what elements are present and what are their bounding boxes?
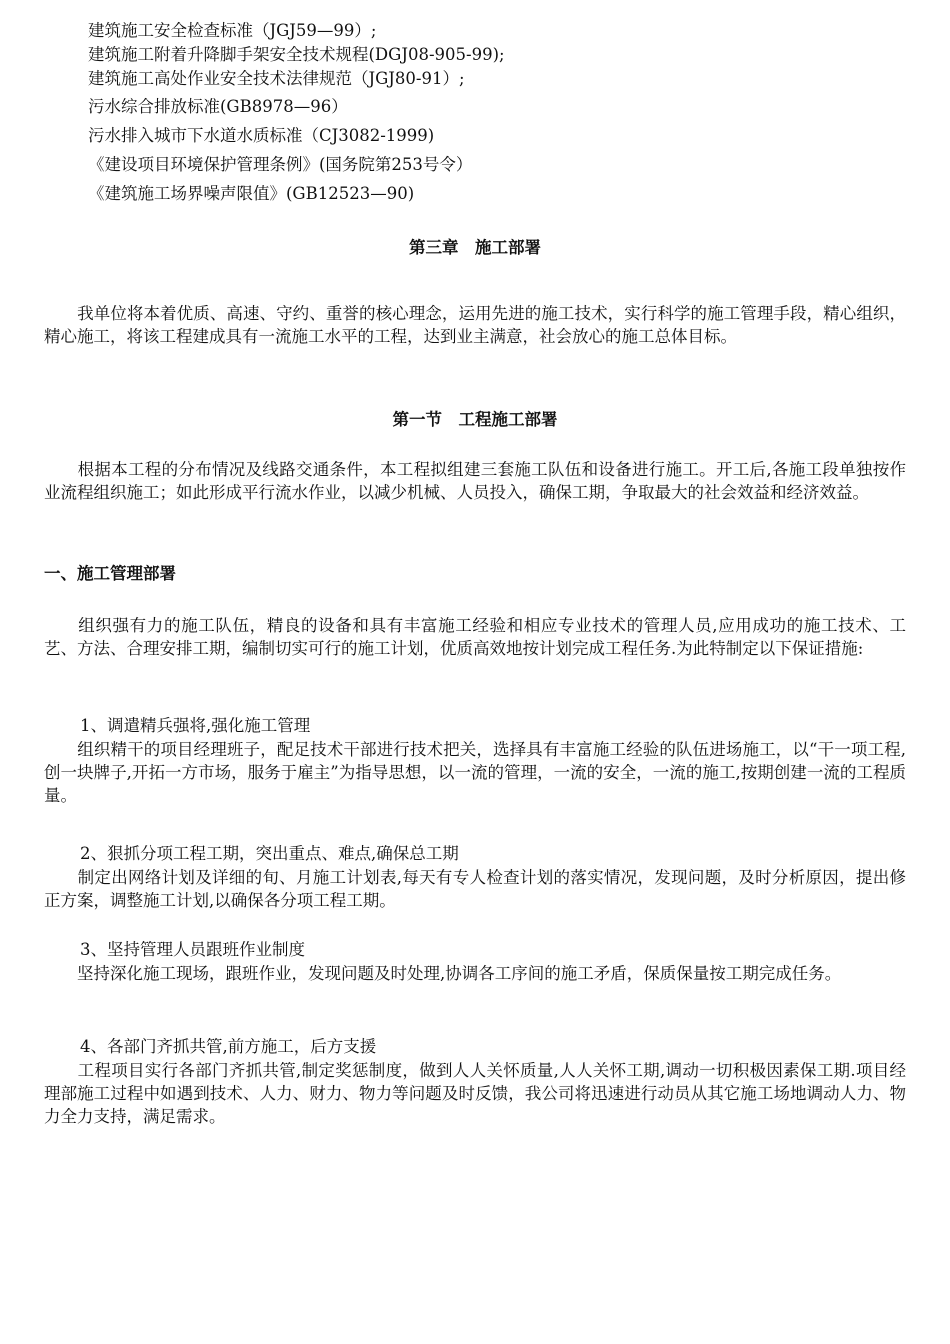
- measure-body: 工程项目实行各部门齐抓共管,制定奖惩制度，做到人人关怀质量,人人关怀工期,调动一切积极因素保工期.项目经理部施工过程中如遇到技术、人力、财力、物力等问题及时反馈，我公司将迅速进行动员从其它施工场地调动人力、物力全力支持，满足需求。: [44, 1061, 906, 1126]
- chapter-intro-paragraph: 我单位将本着优质、高速、守约、重誉的核心理念，运用先进的施工技术，实行科学的施工管理手段，精心组织，精心施工，将该工程建成具有一流施工水平的工程，达到业主满意，社会放心的施工总体目标。: [44, 304, 906, 346]
- reference-line: 建筑施工高处作业安全技术法律规范（JGJ80-91）;: [88, 69, 465, 88]
- reference-line: 建筑施工附着升降脚手架安全技术规程(DGJ08-905-99);: [88, 45, 505, 64]
- reference-line: 《建设项目环境保护管理条例》(国务院第253号令）: [88, 155, 473, 174]
- measure-title: 1、调遣精兵强将,强化施工管理: [80, 716, 311, 735]
- reference-line: 污水排入城市下水道水质标准（CJ3082-1999): [88, 126, 435, 145]
- reference-line: 污水综合排放标准(GB8978—96）: [88, 97, 348, 116]
- reference-line: 《建筑施工场界噪声限值》(GB12523—90): [88, 184, 415, 203]
- chapter-title: 第三章 施工部署: [409, 238, 541, 257]
- subsection-intro-paragraph: 组织强有力的施工队伍，精良的设备和具有丰富施工经验和相应专业技术的管理人员,应用成功的施工技术、工艺、方法、合理安排工期，编制切实可行的施工计划，优质高效地按计划完成工程任务.为此特制定以下保证措施:: [44, 616, 906, 658]
- measure-body: 组织精干的项目经理班子，配足技术干部进行技术把关，选择具有丰富施工经验的队伍进场施工，以“干一项工程,创一块牌子,开拓一方市场，服务于雇主”为指导思想，以一流的管理，一流的安全，一流的施工,按期创建一流的工程质量。: [44, 740, 906, 805]
- measure-title: 3、坚持管理人员跟班作业制度: [80, 940, 305, 959]
- section-title: 第一节 工程施工部署: [392, 410, 558, 429]
- section-intro-paragraph: 根据本工程的分布情况及线路交通条件，本工程拟组建三套施工队伍和设备进行施工。开工后,各施工段单独按作业流程组织施工；如此形成平行流水作业，以减少机械、人员投入，确保工期，争取最大的社会效益和经济效益。: [44, 460, 906, 502]
- measure-body: 制定出网络计划及详细的旬、月施工计划表,每天有专人检查计划的落实情况，发现问题，及时分析原因，提出修正方案，调整施工计划,以确保各分项工程工期。: [44, 868, 906, 910]
- measure-title: 4、各部门齐抓共管,前方施工，后方支援: [80, 1037, 377, 1056]
- reference-line: 建筑施工安全检查标准（JGJ59—99）;: [88, 21, 377, 40]
- subsection-title: 一、施工管理部署: [44, 564, 176, 583]
- measure-body: 坚持深化施工现场，跟班作业，发现问题及时处理,协调各工序间的施工矛盾，保质保量按工期完成任务。: [44, 964, 842, 983]
- measure-title: 2、狠抓分项工程工期，突出重点、难点,确保总工期: [80, 844, 459, 863]
